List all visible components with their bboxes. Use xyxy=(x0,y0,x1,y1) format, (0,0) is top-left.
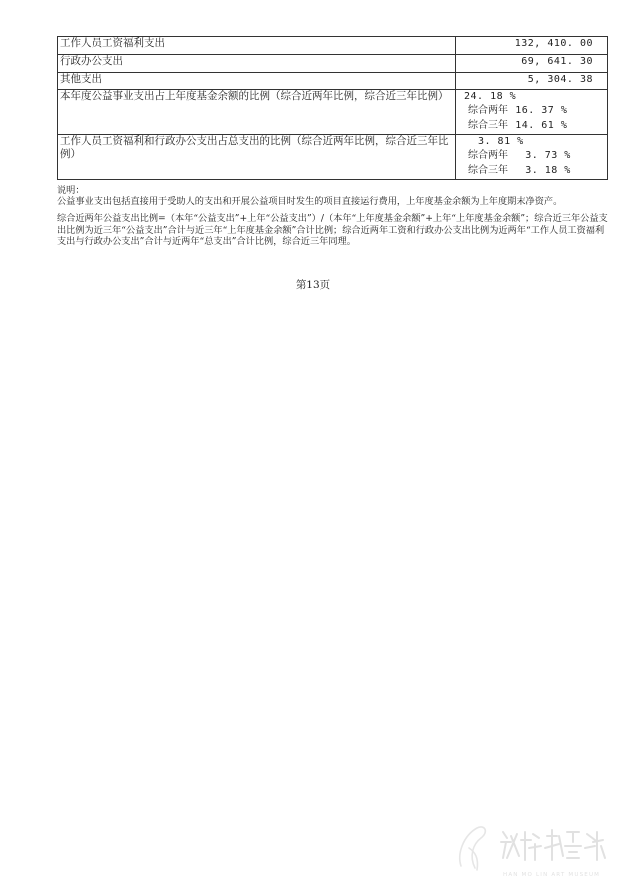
ratio-three-year: 14. 61 % xyxy=(515,120,568,131)
notes-paragraph: 公益事业支出包括直接用于受助人的支出和开展公益项目时发生的项目直接运行费用，上年度基金余额为上年度期末净资产。 xyxy=(57,196,563,208)
ratio-current: 24. 18 % xyxy=(464,91,517,102)
table-row xyxy=(58,37,608,55)
two-year-label: 综合两年 xyxy=(468,105,508,116)
notes-section xyxy=(57,185,608,247)
ratio-label: 工作人员工资福利和行政办公支出占总支出的比例（综合近两年比例，综合近三年比例） xyxy=(58,135,456,180)
ratio-values xyxy=(456,90,608,135)
ratio-row xyxy=(58,90,608,135)
notes-paragraph: 综合近两年公益支出比例=（本年“公益支出”+上年“公益支出”）/（本年“上年度基金余额”+上年“上年度基金余额”；综合近三年公益支出比例为近三年“公益支出”合计与近三年“上年度基金余额”合计比例；综合近两年工资和行政办公支出比例为近两年“工作人员工资福利支出与行政办公支出”合计与近两年“总支出”合计比例，综合近三年同理。 xyxy=(57,213,608,247)
row-label: 其他支出 xyxy=(58,73,456,90)
table-row xyxy=(58,73,608,90)
row-value: 132, 410. 00 xyxy=(456,37,608,55)
ratio-three-year: 3. 18 % xyxy=(525,165,571,176)
table-row xyxy=(58,55,608,73)
two-year-label: 综合两年 xyxy=(468,150,508,161)
financial-table xyxy=(57,36,608,180)
row-value: 69, 641. 30 xyxy=(456,55,608,73)
row-label: 工作人员工资福利支出 xyxy=(58,37,456,55)
row-label: 行政办公支出 xyxy=(58,55,456,73)
ratio-values xyxy=(456,135,608,180)
ratio-label: 本年度公益事业支出占上年度基金余额的比例（综合近两年比例，综合近三年比例） xyxy=(58,90,456,135)
ratio-current: 3. 81 % xyxy=(478,136,524,147)
svg-text:HAN MO LIN ART MUSEUM: HAN MO LIN ART MUSEUM xyxy=(503,872,601,878)
page-number: 第13页 xyxy=(295,279,331,291)
ratio-two-year: 16. 37 % xyxy=(515,105,568,116)
three-year-label: 综合三年 xyxy=(468,165,508,176)
ratio-two-year: 3. 73 % xyxy=(525,150,571,161)
notes-heading: 说明： xyxy=(57,185,85,196)
museum-logo-watermark xyxy=(455,818,620,880)
row-value: 5, 304. 38 xyxy=(456,73,608,90)
three-year-label: 综合三年 xyxy=(468,120,508,131)
ratio-row xyxy=(58,135,608,180)
